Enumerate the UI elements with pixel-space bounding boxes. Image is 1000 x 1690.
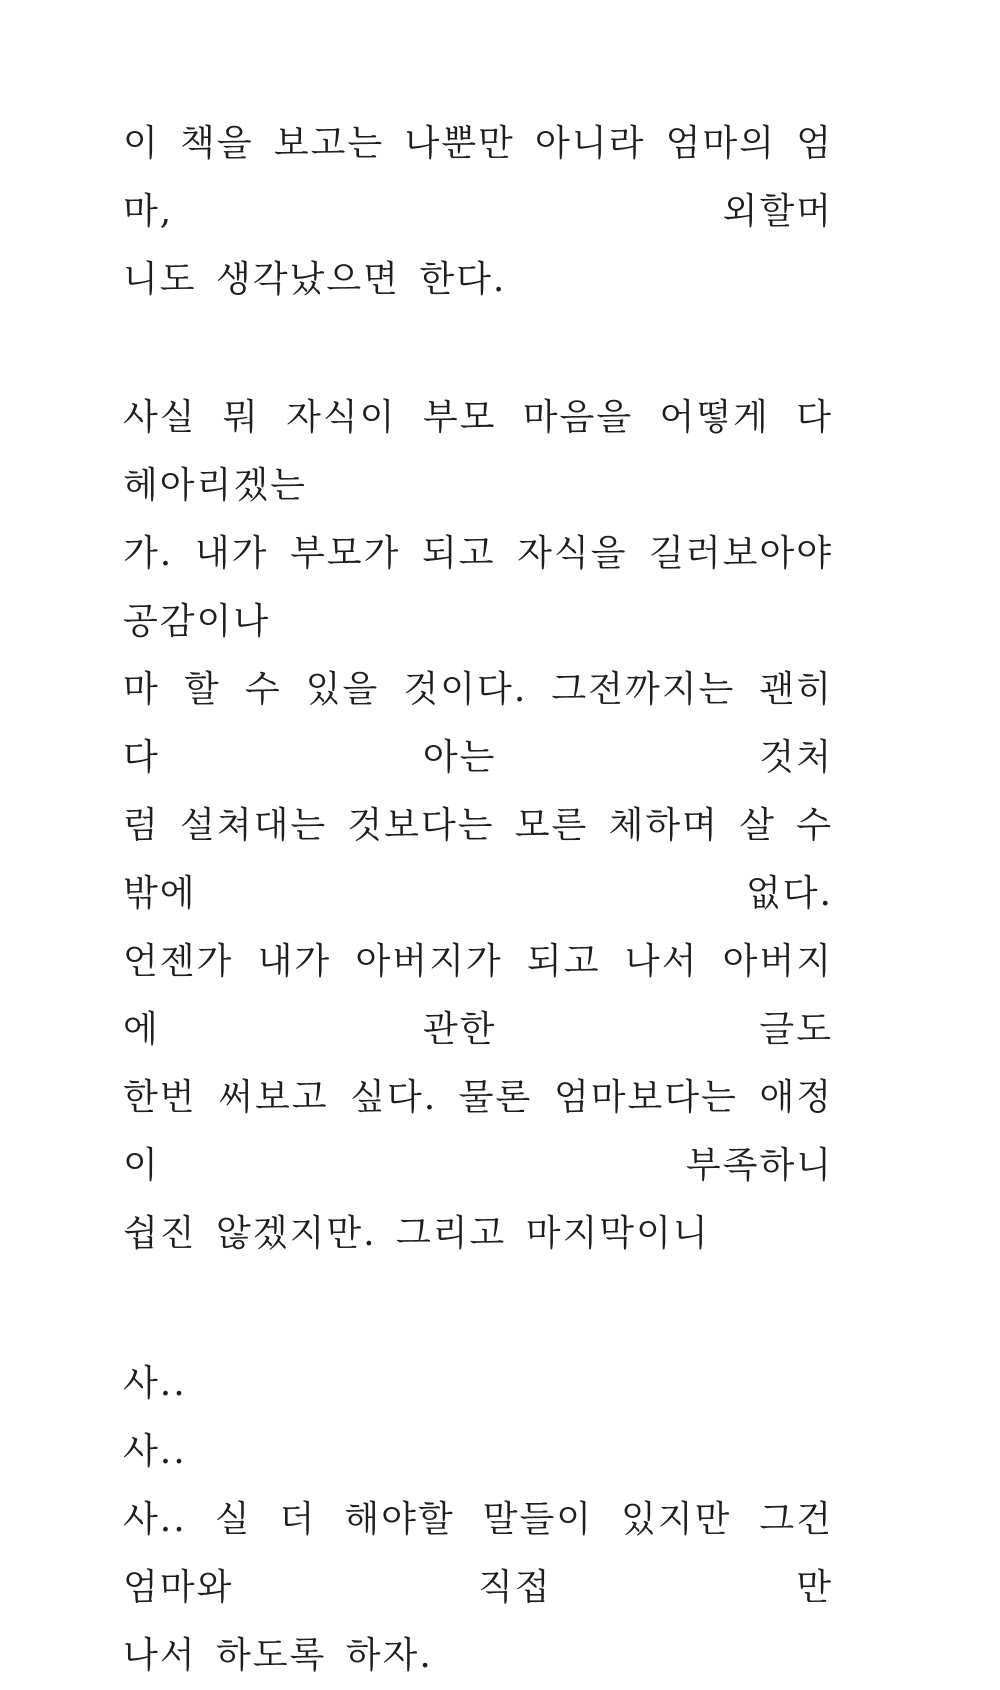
text-line: 쉽진 않겠지만. 그리고 마지막이니 — [123, 1213, 710, 1254]
text-line: 마 할 수 있을 것이다. 그전까지는 괜히 다 아는 것처 — [123, 669, 833, 778]
paragraph — [123, 1350, 833, 1690]
text-line: 이 책을 보고는 나뿐만 아니라 엄마의 엄마, 외할머 — [123, 123, 833, 232]
text-line: 가. 내가 부모가 되고 자식을 길러보아야 공감이나 — [123, 533, 833, 642]
text-line: 사.. — [123, 1431, 187, 1472]
text-line: 사.. — [123, 1363, 187, 1404]
text-line: 니도 생각났으면 한다. — [123, 259, 507, 300]
text-line: 한번 써보고 싶다. 물론 엄마보다는 애정이 부족하니 — [123, 1077, 833, 1186]
paragraph-spacer — [123, 314, 833, 384]
paragraph — [123, 110, 833, 314]
paragraph — [123, 384, 833, 1268]
text-line: 사실 뭐 자식이 부모 마음을 어떻게 다 헤아리겠는 — [123, 397, 833, 506]
text-line: 럼 설쳐대는 것보다는 모른 체하며 살 수밖에 없다. — [123, 805, 833, 914]
text-line: 나서 하도록 하자. — [123, 1635, 433, 1676]
text-line: 언젠가 내가 아버지가 되고 나서 아버지에 관한 글도 — [123, 941, 833, 1050]
paragraph-spacer — [123, 1268, 833, 1350]
text-line: 사.. 실 더 해야할 말들이 있지만 그건 엄마와 직접 만 — [123, 1499, 833, 1608]
